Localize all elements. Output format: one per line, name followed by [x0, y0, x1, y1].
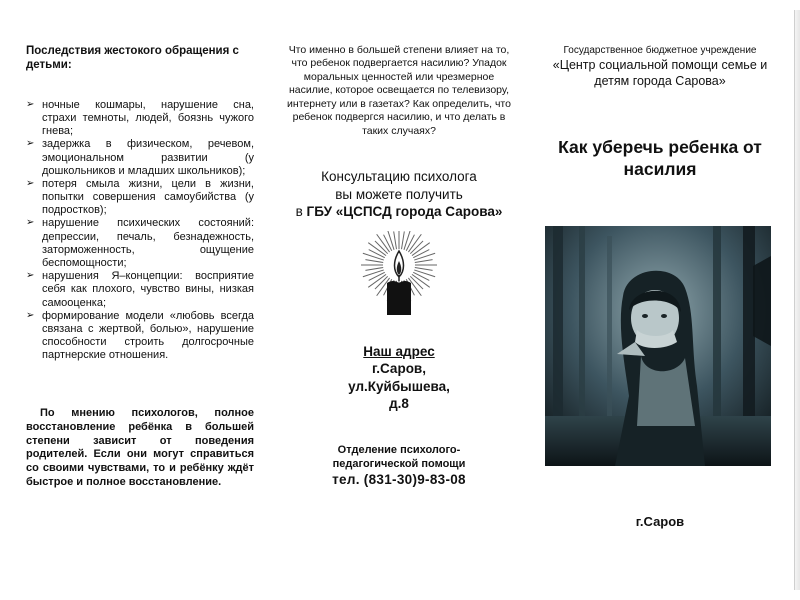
department-block	[283, 443, 515, 489]
list-item: ➢ ночные кошмары, нарушение сна, страхи темноты, людей, боязнь чужого гнева;	[26, 99, 254, 139]
consequences-list	[26, 99, 254, 363]
questions-block	[283, 44, 515, 138]
middle-panel	[283, 44, 515, 489]
question-influence: Что именно в большей степени влияет на то, что ребенок подвергается насилию? Упадок моральных ценностей или чрезмерное насилие, которое освещается по телевизору, интернету или в газетах?	[287, 44, 510, 110]
consequences-heading: Последствия жестокого обращения с детьми:	[26, 45, 239, 72]
brochure-title: Как уберечь ребенка от насилия	[558, 136, 762, 180]
consult-line-2: вы можете получить	[335, 186, 463, 202]
address-street: ул.Куйбышева,	[348, 378, 450, 394]
child-photo	[545, 226, 771, 466]
city-label: г.Саров	[635, 514, 685, 529]
department-line-2: педагогической помощи	[332, 458, 466, 471]
phone-number: тел. (831-30)9-83-08	[332, 472, 466, 488]
department-line-1: Отделение психолого-	[337, 443, 461, 456]
center-name: «Центр социальной помощи семье и детям города Сарова»	[552, 58, 768, 89]
list-item: ➢ нарушение психических состояний: депрессии, печаль, безнадежность, заторможенность, ощущение беспомощности;	[26, 217, 254, 270]
consult-line-1: Консультацию психолога	[321, 169, 477, 185]
consultation-block	[283, 168, 515, 221]
list-item: ➢ нарушения Я–концепции: восприятие себя как плохого, чувство вины, низкая самооценка;	[26, 270, 254, 310]
address-house: д.8	[389, 396, 409, 412]
page-edge	[794, 10, 800, 590]
recovery-paragraph: По мнению психологов, полное восстановление ребёнка в большей степени зависит от поведения родителей. Если они могут справиться со своими чувствами, то и ребёнку ждёт быстрое и полное восстановление.	[26, 407, 254, 488]
right-panel	[540, 44, 780, 181]
institution-type: Государственное бюджетное учреждение	[563, 45, 757, 56]
consult-in: в	[295, 204, 307, 220]
question-detect: Как определить, что ребенок подвергся насилию, и что делать в таких случаях?	[292, 97, 511, 137]
list-item: ➢ задержка в физическом, речевом, эмоциональном развитии (у дошкольников и младших школьников);	[26, 138, 254, 178]
address-block	[283, 343, 515, 413]
list-item: ➢ потеря смыла жизни, цели в жизни, попытки совершения самоубийства (у подростков);	[26, 178, 254, 218]
list-item: ➢ формирование модели «любовь всегда связана с жертвой, болью», нарушение способности строить долгосрочные партнерские отношения.	[26, 310, 254, 363]
address-city: г.Саров,	[372, 361, 426, 377]
organization-name: ГБУ «ЦСПСД города Сарова»	[306, 204, 503, 220]
left-panel	[26, 44, 254, 363]
candle-icon	[359, 231, 439, 319]
consult-org-line	[283, 203, 515, 221]
address-heading: Наш адрес	[363, 343, 435, 359]
